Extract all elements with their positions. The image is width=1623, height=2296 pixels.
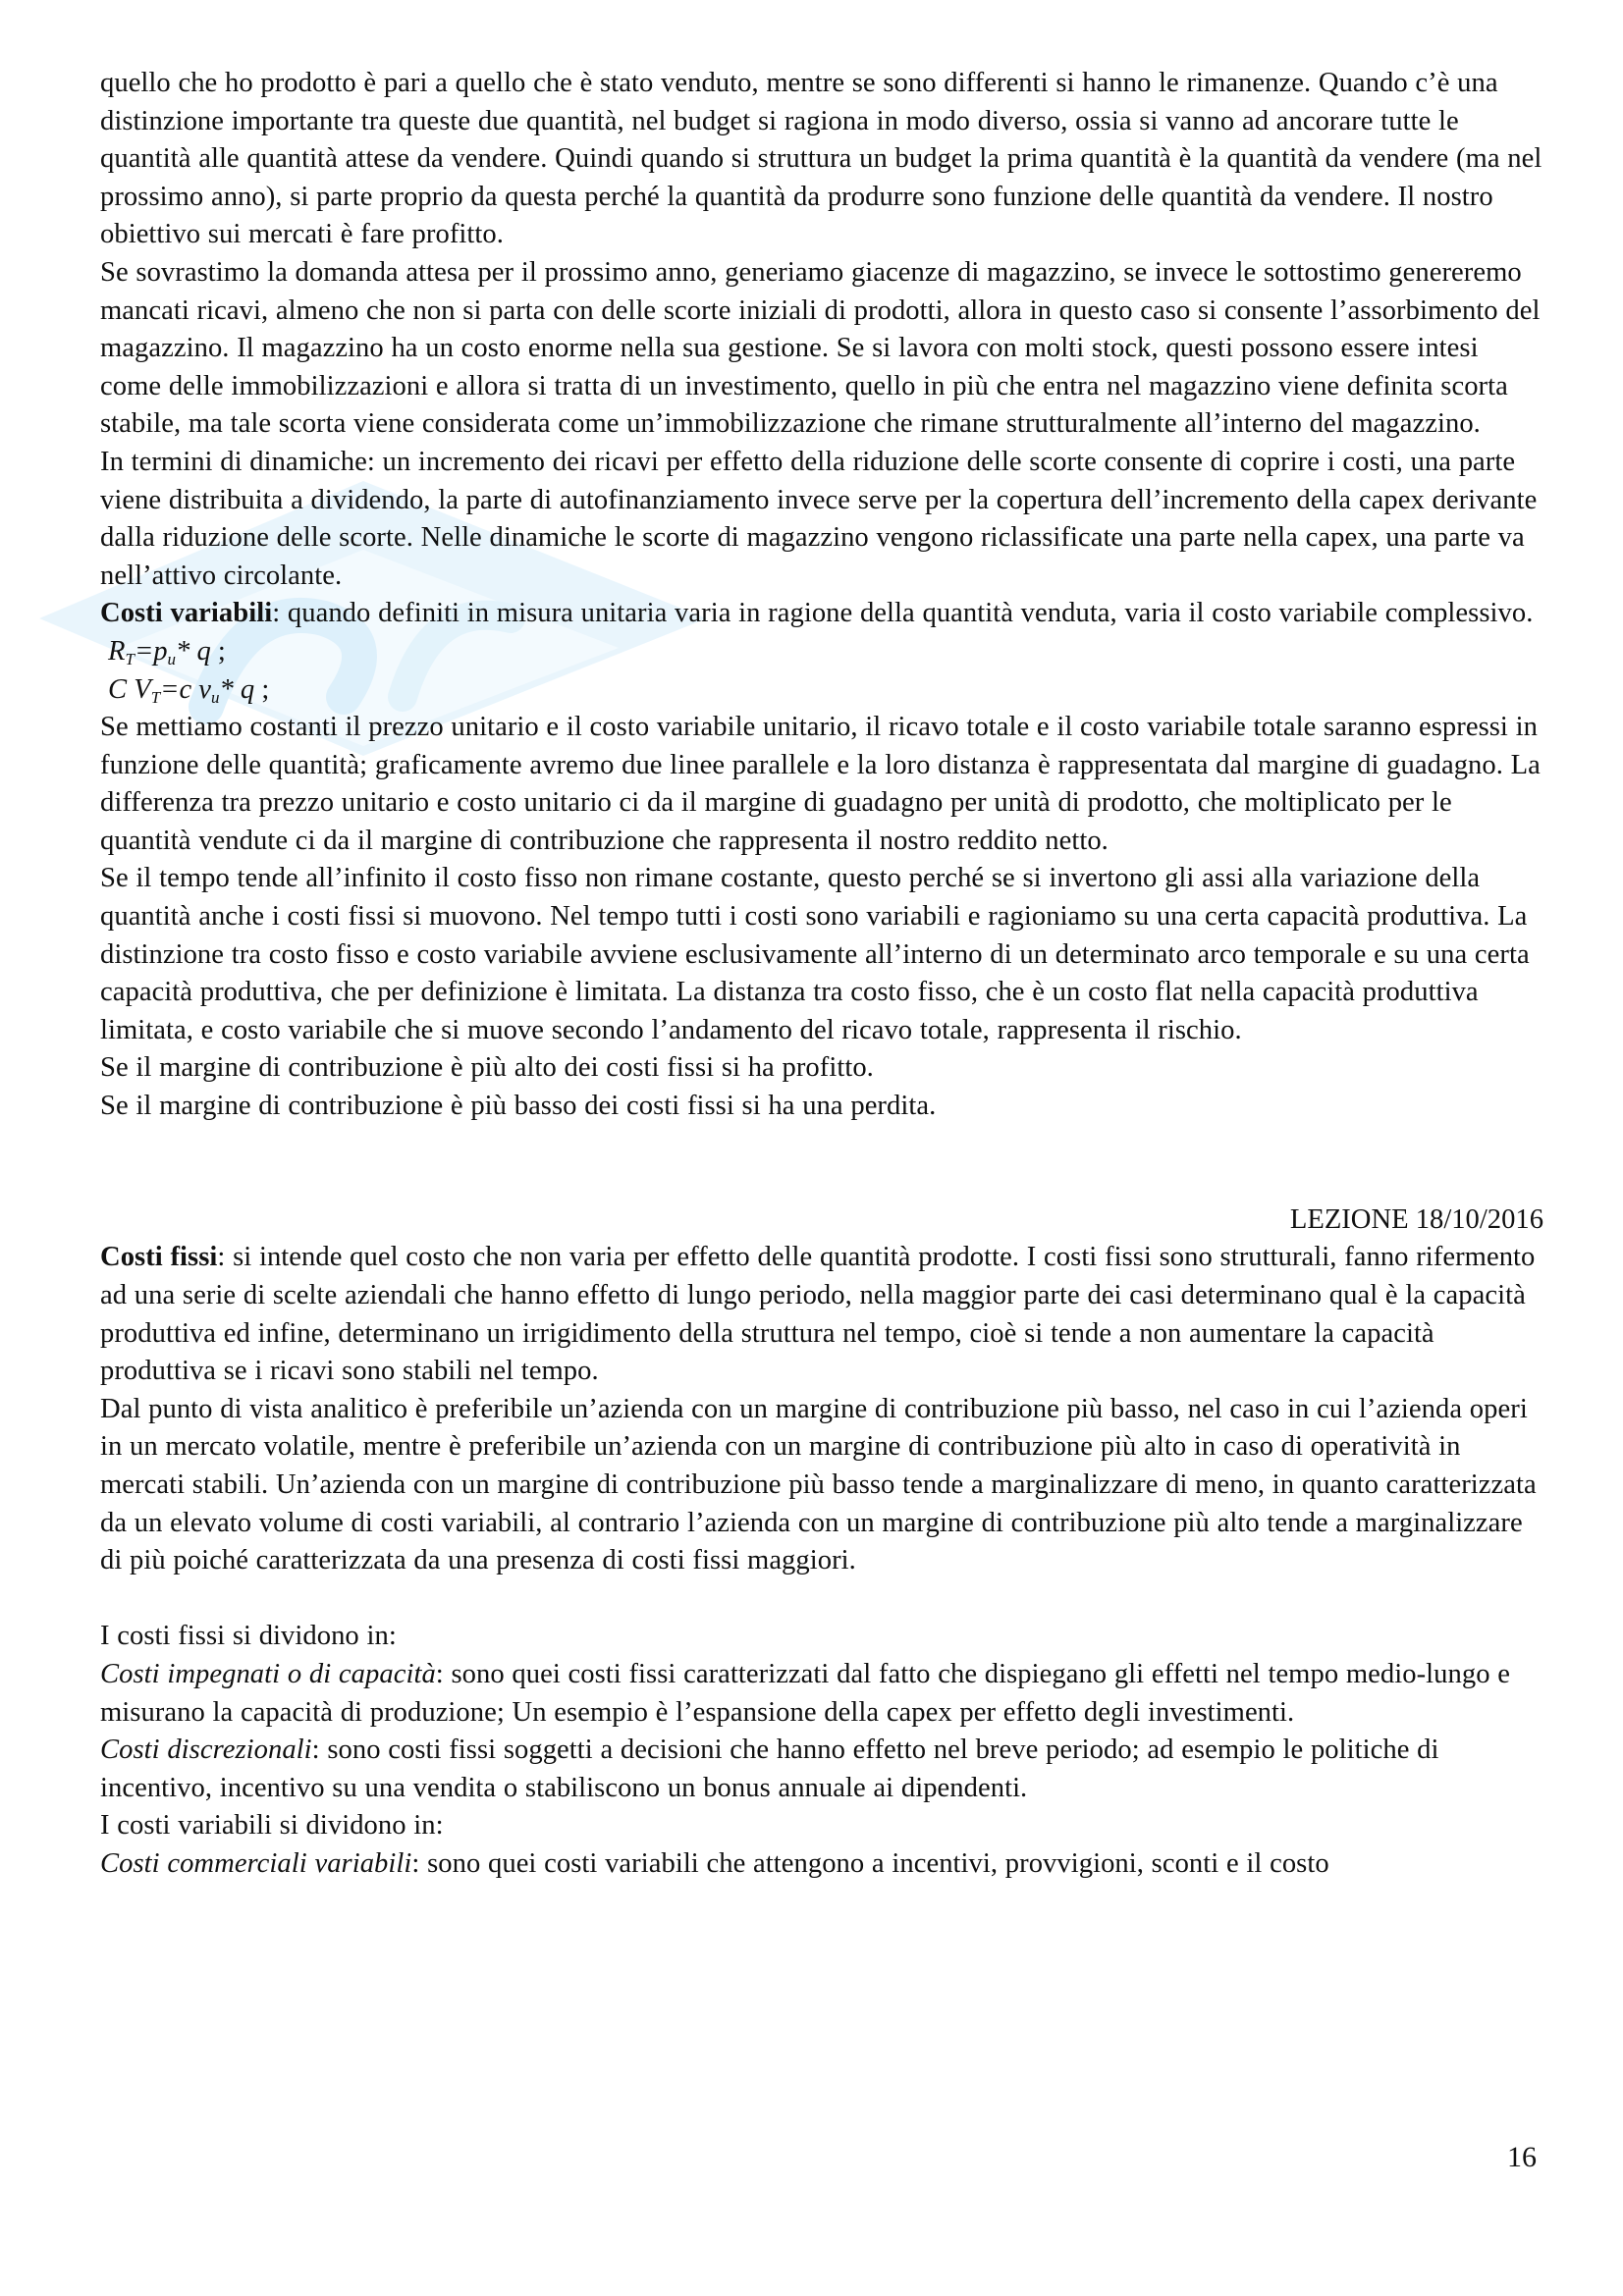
paragraph-costi-commerciali: [100, 1845, 1543, 1884]
paragraph-costi-discrezionali: [100, 1732, 1543, 1807]
paragraph-tempo-infinito: Se il tempo tende all’infinito il costo fisso non rimane costante, questo perché se si invertono gli assi alla variazione della quantità anche i costi fissi si muovono. Nel tempo tutti i costi sono variabili e ragioniamo su una certa capacità produttiva. La distinzione tra costo fisso e costo variabile avviene esclusivamente all’interno di un determinato arco temporale e su una certa capacità produttiva, che per definizione è limitata. La distanza tra costo fisso, che è un costo flat nella capacità produttiva limitata, e costo variabile che si muove secondo l’andamento del ricavo totale, rappresenta il rischio.: [100, 863, 1530, 1045]
formula-2-end: ;: [254, 673, 270, 705]
formula-ricavo-totale: [100, 633, 1543, 671]
definition-costi-impegnati: : sono quei costi fissi caratterizzati dal fatto che dispiegano gli effetti nel tempo medio-lungo e misurano la capacità di produzione; Un esempio è l’espansione della capex per effetto degli investimenti.: [100, 1658, 1510, 1728]
document-page: [100, 65, 1543, 1884]
paragraph-costi-fissi: [100, 1239, 1543, 1390]
term-costi-discrezionali: Costi discrezionali: [100, 1735, 312, 1766]
definition-costi-variabili: : quando definiti in misura unitaria varia in ragione della quantità venduta, varia il costo variabile complessivo.: [272, 598, 1534, 629]
term-costi-fissi: Costi fissi: [100, 1242, 218, 1273]
paragraph-costi-fissi-divisione: I costi fissi si dividono in:: [100, 1621, 397, 1652]
formula-costo-variabile-totale: [100, 671, 1543, 710]
paragraph-domanda: Se sovrastimo la domanda attesa per il prossimo anno, generiamo giacenze di magazzino, se invece le sottostimo genereremo mancati ricavi, almeno che non si parta con delle scorte iniziali di prodotti, allora in questo caso si consente l’assorbimento del magazzino. Il magazzino ha un costo enorme nella sua gestione. Se si lavora con molti stock, questi possono essere intesi come delle immobilizzazioni e allora si tratta di un investimento, quello in più che entra nel magazzino viene definita scorta stabile, ma tale scorta viene considerata come un’immobilizzazione che rimane strutturalmente all’interno del magazzino.: [100, 256, 1541, 440]
formula-1-lhs: R: [108, 635, 126, 667]
formula-2-rhs: =c v: [160, 673, 211, 705]
paragraph-costi-impegnati: [100, 1656, 1543, 1732]
formula-1-end: ;: [210, 635, 226, 667]
term-costi-variabili: Costi variabili: [100, 598, 273, 629]
formula-2-lhs-sub: T: [150, 687, 161, 707]
paragraph-rimanenze: quello che ho prodotto è pari a quello che è stato venduto, mentre se sono differenti si hanno le rimanenze. Quando c’è una distinzione importante tra queste due quantità, nel budget si ragiona in modo diverso, ossia si vanno ad ancorare tutte le quantità alle quantità attese da vendere. Quindi quando si struttura un budget la prima quantità è la quantità da vendere (ma nel prossimo anno), si parte proprio da questa perché la quantità da produrre sono funzione delle quantità da vendere. Il nostro obiettivo sui mercati è fare profitto.: [100, 68, 1542, 250]
paragraph-dinamiche: In termini di dinamiche: un incremento dei ricavi per effetto della riduzione delle scorte consente di coprire i costi, una parte viene distribuita a dividendo, la parte di autofinanziamento invece serve per la copertura dell’incremento della capex derivante dalla riduzione delle scorte. Nelle dinamiche le scorte di magazzino vengono riclassificate una parte nella capex, una parte va nell’attivo circolante.: [100, 446, 1538, 591]
term-costi-commerciali: Costi commerciali variabili: [100, 1847, 412, 1879]
formula-1-lhs-sub: T: [125, 649, 135, 668]
formula-2-rhs-b: * q: [219, 673, 255, 705]
paragraph-profitto: Se il margine di contribuzione è più alto dei costi fissi si ha profitto.: [100, 1052, 874, 1084]
definition-costi-fissi: : si intende quel costo che non varia per effetto delle quantità prodotte. I costi fissi sono strutturali, fanno rifermento ad una serie di scelte aziendali che hanno effetto di lungo periodo, nella maggior parte dei casi determinano qual è la capacità produttiva ed infine, determinano un irrigidimento della struttura nel tempo, cioè si tende a non aumentare la capacità produttiva se i ricavi sono stabili nel tempo.: [100, 1242, 1536, 1387]
definition-costi-discrezionali: : sono costi fissi soggetti a decisioni che hanno effetto nel breve periodo; ad esempio le politiche di incentivo, incentivo su una vendita o stabiliscono un bonus annuale ai dipendenti.: [100, 1735, 1439, 1803]
paragraph-costi-variabili-divisione: I costi variabili si dividono in:: [100, 1810, 444, 1842]
definition-costi-commerciali: : sono quei costi variabili che attengono a incentivi, provvigioni, sconti e il costo: [411, 1847, 1329, 1879]
formula-2-rhs-sub: u: [210, 687, 220, 707]
formula-2-lhs: C V: [108, 673, 151, 705]
page-number: 16: [1507, 2141, 1537, 2173]
blank-line: [100, 1580, 1543, 1619]
term-costi-impegnati: Costi impegnati o di capacità: [100, 1658, 436, 1689]
paragraph-punto-analitico: Dal punto di vista analitico è preferibile un’azienda con un margine di contribuzione più basso, nel caso in cui l’azienda operi in un mercato volatile, mentre è preferibile un’azienda con un margine di contribuzione più alto in caso di operatività in mercati stabili. Un’azienda con un margine di contribuzione più basso tende a marginalizzare di meno, in quanto caratterizzata da un elevato volume di costi variabili, al contrario l’azienda con un margine di contribuzione più alto tende a marginalizzare di più poiché caratterizzata da una presenza di costi fissi maggiori.: [100, 1393, 1537, 1576]
formula-1-rhs: =p: [134, 635, 168, 667]
paragraph-margine-guadagno: Se mettiamo costanti il prezzo unitario e il costo variabile unitario, il ricavo totale e il costo variabile totale saranno espressi in funzione delle quantità; graficamente avremo due linee parallele e la loro distanza è rappresentata dal margine di guadagno. La differenza tra prezzo unitario e costo unitario ci da il margine di guadagno per unità di prodotto, che moltiplicato per le quantità vendute ci da il margine di contribuzione che rappresenta il nostro reddito netto.: [100, 712, 1541, 856]
formula-1-rhs-sub: u: [167, 649, 177, 668]
blank-space: [100, 1126, 1543, 1201]
paragraph-perdita: Se il margine di contribuzione è più basso dei costi fissi si ha una perdita.: [100, 1091, 937, 1122]
lesson-heading: LEZIONE 18/10/2016: [1289, 1203, 1543, 1235]
paragraph-costi-variabili: [100, 595, 1543, 633]
formula-1-rhs-b: * q: [176, 635, 211, 667]
